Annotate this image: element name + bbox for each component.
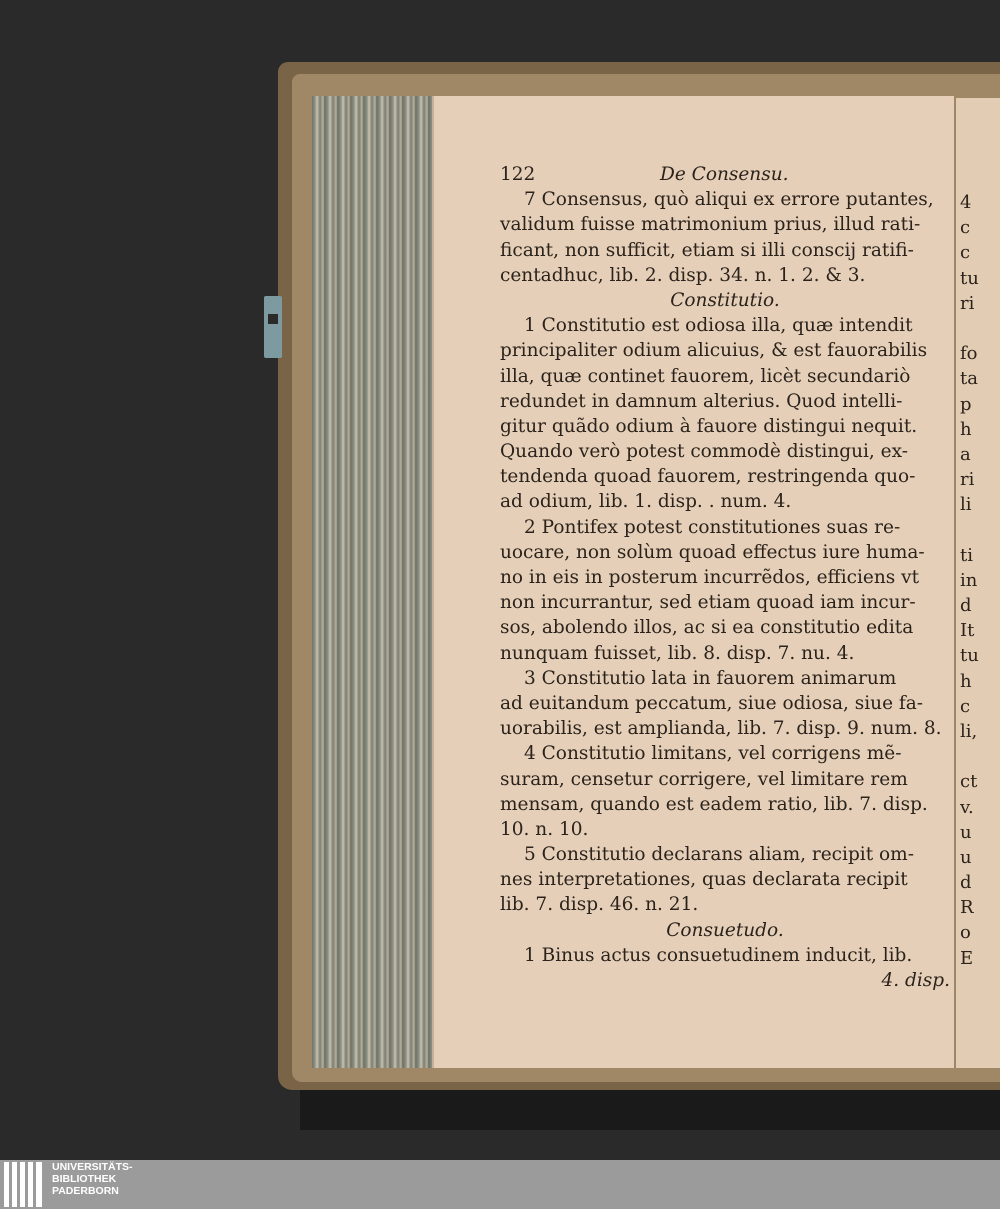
library-name-line: UNIVERSITÄTS- <box>52 1161 133 1173</box>
text-line: 1 Constitutio est odiosa illa, quæ intendit <box>524 315 913 337</box>
next-page-fragment: R <box>960 897 974 919</box>
section-heading: Constitutio. <box>670 289 780 311</box>
page-edges <box>312 96 434 1068</box>
text-line: illa, quæ continet fauorem, licèt secundariò <box>500 365 911 387</box>
next-page-fragment: fo <box>960 343 978 365</box>
text-line: suram, censetur corrigere, vel limitare rem <box>500 768 908 790</box>
text-line: 4 Constitutio limitans, vel corrigens mẽ- <box>524 743 902 765</box>
text-line: 1 Binus actus consuetudinem inducit, lib. <box>524 944 913 966</box>
library-logo-icon <box>4 1162 48 1207</box>
text-line: centadhuc, lib. 2. disp. 34. n. 1. 2. & 3. <box>500 264 866 286</box>
text-line: ficant, non sufficit, etiam si illi conscij ratifi- <box>500 239 914 261</box>
library-name-line: BIBLIOTHEK <box>52 1173 117 1185</box>
text-line: 10. n. 10. <box>500 818 589 840</box>
section-heading: Consuetudo. <box>666 919 784 941</box>
library-name-line: PADERBORN <box>52 1185 119 1197</box>
next-page-fragment: ri <box>960 469 975 491</box>
library-footer <box>0 1160 1000 1209</box>
next-page-fragment: d <box>960 872 972 894</box>
next-page-fragment: tu <box>960 645 979 667</box>
next-page-fragment: u <box>960 821 972 843</box>
next-page-fragment: h <box>960 418 972 440</box>
text-line: nunquam fuisset, lib. 8. disp. 7. nu. 4. <box>500 642 855 664</box>
next-page-fragments <box>960 190 979 971</box>
text-line: Quando verò potest commodè distingui, ex- <box>500 441 908 463</box>
next-page-fragment: E <box>960 947 974 969</box>
next-page-fragment: ta <box>960 368 978 390</box>
next-page-fragment: c <box>960 695 971 717</box>
next-page-fragment: u <box>960 846 972 868</box>
running-header <box>500 162 950 187</box>
text-line: 7 Consensus, quò aliqui ex errore putantes, <box>524 189 934 211</box>
text-line: 3 Constitutio lata in fauorem animarum <box>524 667 897 689</box>
text-line: principaliter odium alicuius, & est fauorabilis <box>500 340 928 362</box>
page-text <box>500 162 950 993</box>
next-page-fragment: c <box>960 242 971 264</box>
next-page-fragment: li, <box>960 720 978 742</box>
page-number: 122 <box>500 164 536 185</box>
next-page-fragment: ri <box>960 292 975 314</box>
next-page-fragment: p <box>960 393 972 415</box>
text-line: lib. 7. disp. 46. n. 21. <box>500 894 699 916</box>
text-line: uorabilis, est amplianda, lib. 7. disp. 9. num. 8. <box>500 718 942 740</box>
clasp-slot <box>268 314 278 324</box>
next-page-fragment: o <box>960 922 971 944</box>
text-line: tendenda quoad fauorem, restringenda quo- <box>500 466 916 488</box>
next-page-fragment: in <box>960 569 978 591</box>
text-line: 2 Pontifex potest constitutiones suas re- <box>524 516 901 538</box>
text-line: ad euitandum peccatum, siue odiosa, siue fa- <box>500 692 924 714</box>
text-line: mensam, quando est eadem ratio, lib. 7. disp. <box>500 793 928 815</box>
text-line: nes interpretationes, quas declarata recipit <box>500 869 908 891</box>
text-line: non incurrantur, sed etiam quoad iam incur- <box>500 592 916 614</box>
text-line: redundet in damnum alterius. Quod intelli- <box>500 390 903 412</box>
text-line: sos, abolendo illos, ac si ea constitutio edita <box>500 617 914 639</box>
next-page-fragment: c <box>960 217 971 239</box>
right-page-edge <box>954 98 1000 1068</box>
next-page-fragment: li <box>960 494 972 516</box>
library-name <box>52 1161 133 1197</box>
next-page-fragment: v. <box>960 796 974 818</box>
next-page-fragment <box>960 517 979 542</box>
next-page-fragment: a <box>960 443 971 465</box>
clasp-icon <box>264 296 282 358</box>
running-title: De Consensu. <box>660 164 789 185</box>
next-page-fragment: 4 <box>960 192 972 213</box>
text-line: validum fuisse matrimonium prius, illud rati- <box>500 214 921 236</box>
next-page-fragment: ct <box>960 771 978 793</box>
next-page-fragment: ti <box>960 544 973 566</box>
catchword: 4. disp. <box>881 970 950 992</box>
next-page-fragment: tu <box>960 267 979 289</box>
next-page-fragment: It <box>960 620 975 642</box>
text-line: no in eis in posterum incurrẽdos, efficiens vt <box>500 567 920 589</box>
next-page-fragment: d <box>960 595 972 616</box>
text-line: ad odium, lib. 1. disp. . num. 4. <box>500 491 792 513</box>
text-line: gitur quãdo odium à fauore distingui nequit. <box>500 415 918 437</box>
text-line: 5 Constitutio declarans aliam, recipit om- <box>524 844 914 866</box>
next-page-fragment: h <box>960 670 972 692</box>
text-line: uocare, non solùm quoad effectus iure huma- <box>500 541 925 563</box>
next-page-fragment <box>960 316 979 341</box>
next-page-fragment <box>960 744 979 769</box>
